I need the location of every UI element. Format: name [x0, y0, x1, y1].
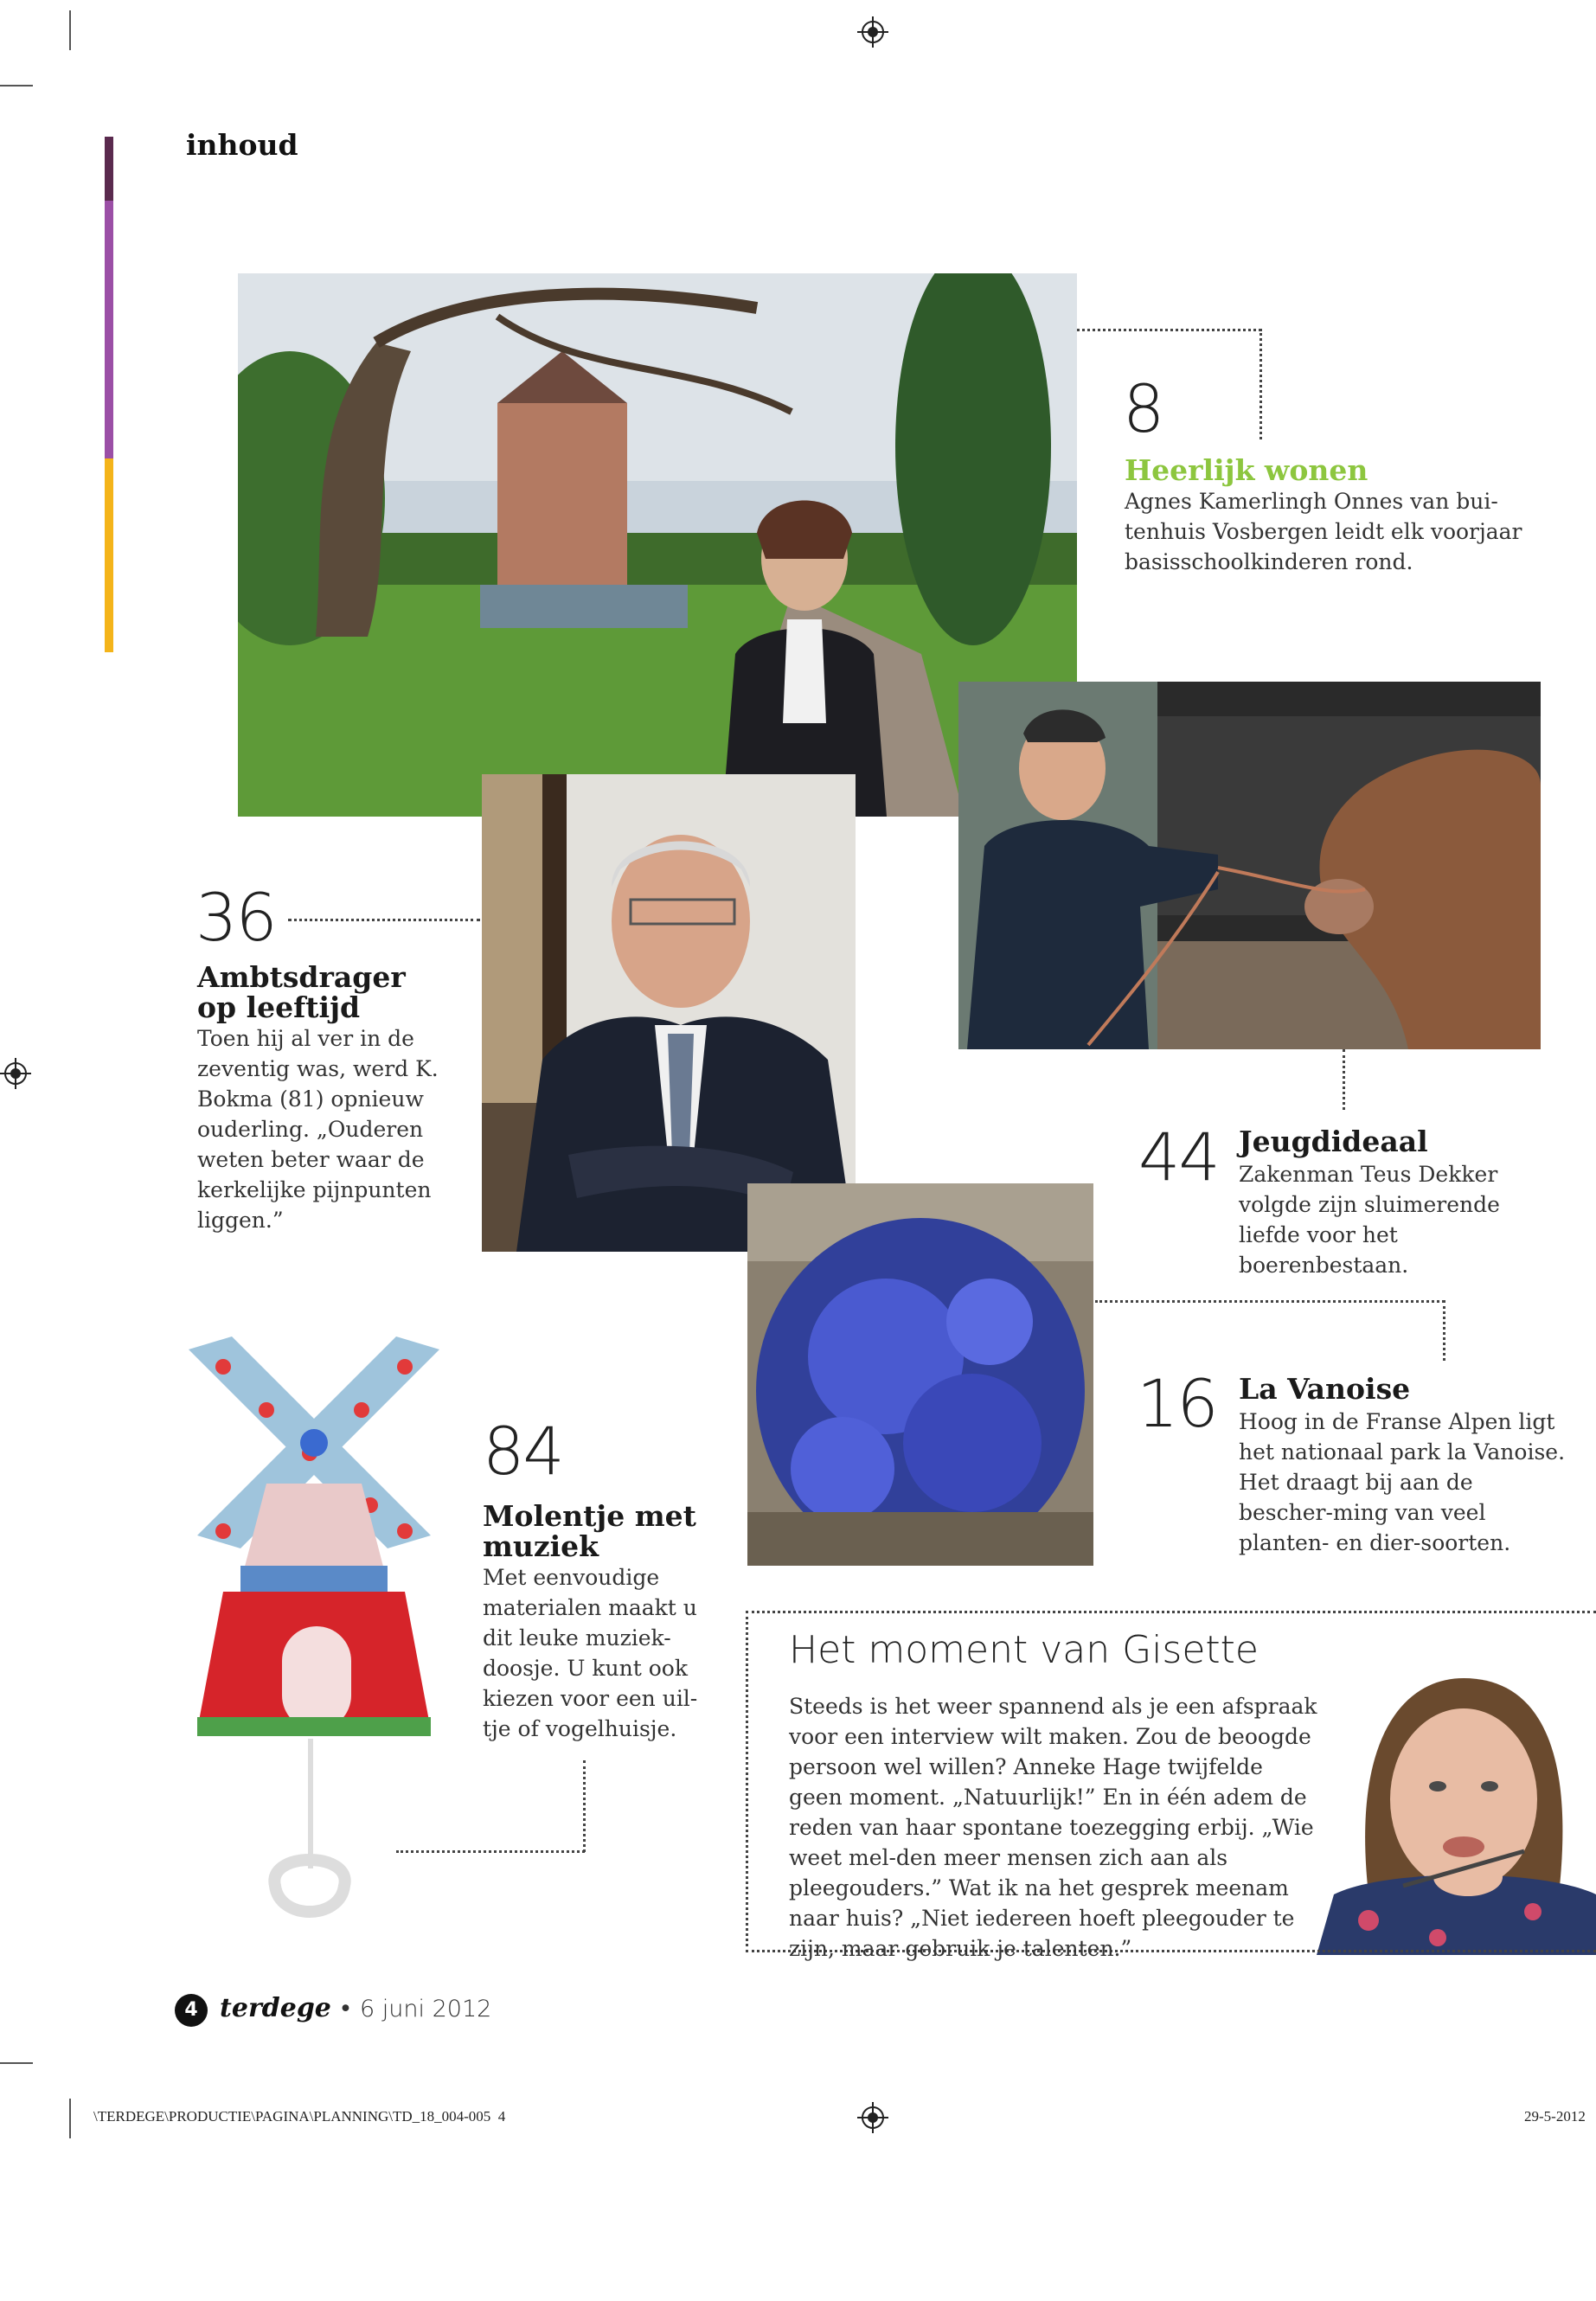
article-number: 8	[1123, 370, 1163, 447]
crop-mark	[69, 10, 71, 50]
page-number: 4	[184, 1999, 198, 2021]
accent-bar	[105, 137, 113, 652]
issue-date: 6 juni 2012	[360, 1996, 492, 2022]
connector-line	[396, 1850, 585, 1853]
article-text: Met eenvoudige materialen maakt u dit leuke muziek-doosje. U kunt ook kiezen voor een uil-tje of vogelhuisje.	[483, 1565, 698, 1741]
article-text: Agnes Kamerlingh Onnes van bui-tenhuis Vosbergen leidt elk voorjaar basisschoolkinderen rond.	[1125, 489, 1522, 574]
article-title[interactable]: Ambtsdrager op leeftijd	[197, 960, 406, 1024]
connector-line	[583, 1760, 586, 1852]
crop-mark	[0, 85, 33, 87]
crop-mark	[0, 2062, 33, 2064]
footer-line	[220, 1993, 491, 2023]
column-text: Steeds is het weer spannend als je een afspraak voor een interview wilt maken. Zou de beoogde persoon wel willen? Anneke Hage twijfelde geen moment. „Natuurlijk!” En in één adem de reden van haar spontane toezegging erbij. „Wie weet mel-den meer mensen zich aan als pleegouders.” Wat ik na het gesprek meenam naar huis? „Niet iedereen hoeft pleegouder te zijn, maar gebruik je talenten.”	[789, 1694, 1317, 1961]
article-title[interactable]: Heerlijk wonen	[1125, 453, 1368, 487]
registration-mark-icon	[857, 2102, 888, 2133]
connector-line	[1077, 329, 1261, 331]
slug-path: \TERDEGE\PRODUCTIE\PAGINA\PLANNING\TD_18_004-005 4	[93, 2108, 506, 2125]
article-number: 16	[1137, 1365, 1217, 1442]
article-text: Toen hij al ver in de zeventig was, werd K. Bokma (81) opnieuw ouderling. „Ouderen weten beter waar de kerkelijke pijnpunten liggen.”	[197, 1026, 439, 1233]
blue-flowers-photo	[747, 1183, 1093, 1566]
crop-mark	[69, 2099, 71, 2138]
slug-date: 29-5-2012	[1524, 2108, 1586, 2125]
article-title[interactable]: La Vanoise	[1239, 1372, 1411, 1406]
registration-mark-icon	[857, 16, 888, 48]
article-text: Hoog in de Franse Alpen ligt het nationaal park la Vanoise. Het draagt bij aan de bescher-ming van veel planten- en dier-soorten.	[1239, 1409, 1566, 1555]
registration-mark-icon	[0, 1058, 31, 1089]
section-label: inhoud	[186, 128, 298, 162]
windmill-musicbox-photo	[171, 1332, 457, 1938]
bull-photo	[958, 682, 1541, 1049]
article-text: Zakenman Teus Dekker volgde zijn sluimerende liefde voor het boerenbestaan.	[1239, 1162, 1500, 1278]
portrait-bokma-photo	[482, 774, 856, 1252]
connector-line	[288, 919, 480, 921]
article-number: 84	[483, 1413, 563, 1490]
article-title[interactable]: Molentje met muziek	[483, 1499, 696, 1563]
connector-line	[1259, 329, 1262, 439]
footer-separator: •	[338, 1996, 353, 2022]
article-number: 36	[195, 879, 276, 956]
castle-photo	[238, 273, 1077, 817]
connector-line	[1343, 1049, 1345, 1110]
brand-logo[interactable]: terdege	[220, 1993, 331, 2023]
connector-line	[1443, 1300, 1445, 1361]
connector-line	[1095, 1300, 1445, 1303]
column-title[interactable]: Het moment van Gisette	[789, 1628, 1259, 1672]
page-number-badge	[175, 1994, 208, 2027]
article-number: 44	[1138, 1118, 1219, 1195]
article-title[interactable]: Jeugdideaal	[1239, 1125, 1428, 1158]
